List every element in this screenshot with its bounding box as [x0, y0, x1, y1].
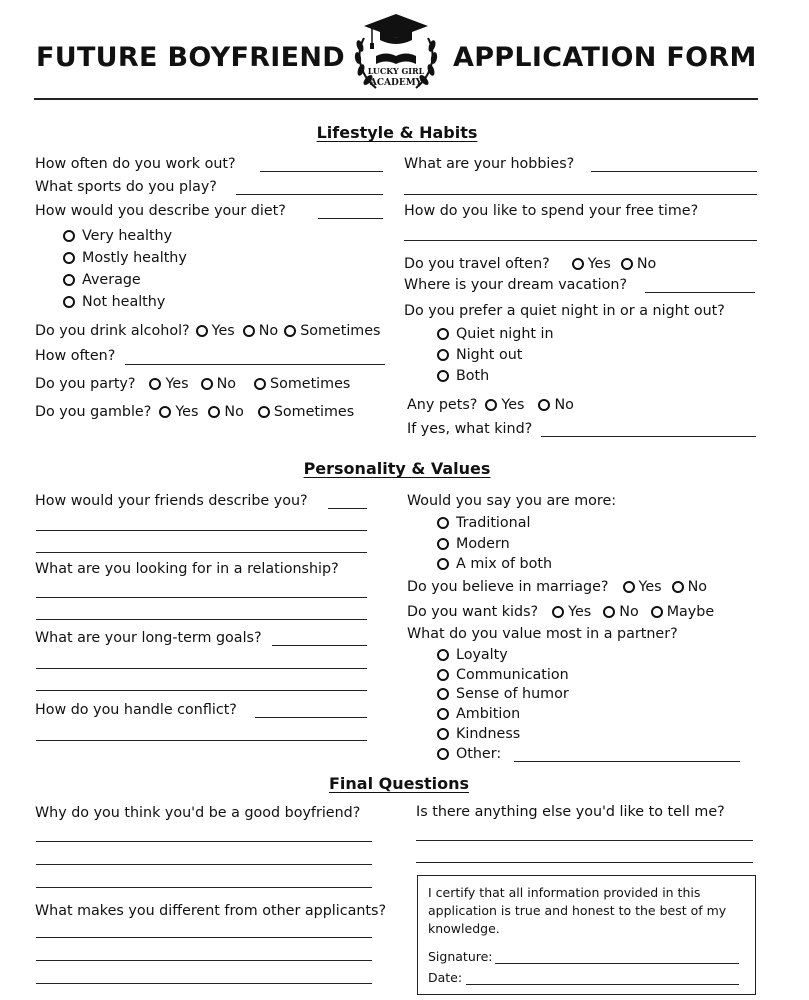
choice-label: No — [258, 323, 279, 339]
q-marriage: Do you believe in marriage? — [407, 579, 609, 595]
choice-label: Yes — [638, 579, 662, 595]
q-diet: How would you describe your diet? — [35, 203, 286, 219]
kids-no[interactable] — [603, 604, 638, 620]
q-pets: Any pets? — [407, 397, 478, 413]
q-conflict: How do you handle conflict? — [35, 702, 237, 718]
logo-text-top: LUCKY GIRL — [367, 66, 425, 76]
diet-option-label: Very healthy — [82, 228, 173, 244]
friends-input-2[interactable] — [36, 530, 367, 531]
q-kids-row — [407, 604, 714, 620]
q-anything-else: Is there anything else you'd like to tell me? — [416, 804, 725, 820]
gamble-no[interactable] — [208, 404, 243, 420]
radio-circle-icon[interactable] — [437, 688, 449, 700]
night-option[interactable] — [437, 347, 522, 363]
diet-option-label: Mostly healthy — [82, 250, 187, 266]
kids-maybe[interactable] — [651, 604, 714, 620]
q-looking-for: What are you looking for in a relationship? — [35, 561, 339, 577]
logo-text-bottom: ACADEMY — [369, 78, 423, 88]
night-option-label: Both — [456, 368, 490, 384]
diet-option[interactable] — [63, 294, 165, 310]
diet-option-label: Not healthy — [82, 294, 166, 310]
title-right: APPLICATION FORM — [453, 42, 757, 73]
more-option[interactable] — [437, 536, 510, 552]
q-value: What do you value most in a partner? — [407, 626, 678, 642]
pets-yes[interactable] — [485, 397, 524, 413]
radio-circle-icon[interactable] — [258, 406, 270, 418]
signature-input[interactable] — [495, 963, 739, 964]
q-free-time: How do you like to spend your free time? — [404, 203, 699, 219]
q-travel-row — [404, 256, 656, 272]
diet-option-label: Average — [82, 272, 141, 288]
friends-input[interactable] — [328, 508, 367, 509]
choice-label: No — [636, 256, 657, 272]
night-option[interactable] — [437, 326, 554, 342]
more-option[interactable] — [437, 515, 530, 531]
q-workout: How often do you work out? — [35, 156, 236, 172]
party-sometimes[interactable] — [254, 376, 350, 392]
radio-circle-icon[interactable] — [208, 406, 220, 418]
good-boyfriend-input-3[interactable] — [36, 887, 372, 888]
radio-circle-icon[interactable] — [437, 558, 449, 570]
choice-label: No — [554, 397, 574, 413]
kids-yes[interactable] — [552, 604, 591, 620]
radio-circle-icon[interactable] — [437, 748, 449, 760]
section-final: Final Questions — [328, 774, 470, 793]
value-option[interactable] — [437, 667, 569, 683]
goals-input-3[interactable] — [36, 690, 367, 691]
radio-circle-icon[interactable] — [159, 406, 171, 418]
q-gamble: Do you gamble? — [35, 404, 152, 420]
diet-input[interactable] — [318, 218, 383, 219]
choice-label: Sometimes — [270, 376, 351, 392]
radio-circle-icon[interactable] — [437, 349, 449, 361]
q-sports: What sports do you play? — [35, 179, 217, 195]
radio-circle-icon[interactable] — [149, 378, 161, 390]
q-marriage-row — [407, 579, 707, 595]
night-option-label: Night out — [456, 347, 523, 363]
good-boyfriend-input[interactable] — [36, 841, 372, 842]
radio-circle-icon[interactable] — [623, 581, 635, 593]
party-yes[interactable] — [149, 376, 188, 392]
radio-circle-icon[interactable] — [538, 399, 550, 411]
radio-circle-icon[interactable] — [63, 252, 75, 264]
value-option-label: Sense of humor — [456, 686, 569, 702]
header-divider — [34, 98, 758, 100]
q-friends-describe: How would your friends describe you? — [35, 493, 308, 509]
alcohol-no[interactable] — [243, 323, 278, 339]
radio-circle-icon[interactable] — [437, 649, 449, 661]
q-gamble-row — [35, 404, 354, 420]
value-option[interactable] — [437, 647, 508, 663]
radio-circle-icon[interactable] — [284, 325, 296, 337]
choice-label: Sometimes — [273, 404, 355, 420]
travel-no[interactable] — [621, 256, 656, 272]
party-no[interactable] — [201, 376, 236, 392]
gamble-sometimes[interactable] — [258, 404, 354, 420]
q-alcohol-row — [35, 323, 380, 339]
value-option[interactable] — [437, 706, 520, 722]
dream-vacation-input[interactable] — [645, 292, 755, 293]
radio-circle-icon[interactable] — [485, 399, 497, 411]
open-book-icon — [376, 54, 416, 65]
free-time-input[interactable] — [404, 240, 757, 241]
radio-circle-icon[interactable] — [243, 325, 255, 337]
q-hobbies: What are your hobbies? — [404, 156, 575, 172]
value-option[interactable] — [437, 686, 569, 702]
alcohol-sometimes[interactable] — [284, 323, 380, 339]
value-option-label: Kindness — [456, 726, 521, 742]
choice-label: No — [224, 404, 244, 420]
radio-circle-icon[interactable] — [621, 258, 633, 270]
hobbies-input[interactable] — [591, 171, 757, 172]
more-option-label: Modern — [456, 536, 510, 552]
more-option[interactable] — [437, 556, 552, 572]
choice-label: Yes — [175, 404, 199, 420]
workout-input[interactable] — [260, 171, 383, 172]
night-option[interactable] — [437, 368, 489, 384]
value-option[interactable] — [437, 726, 520, 742]
title-left: FUTURE BOYFRIEND — [36, 42, 345, 73]
hobbies-input-2[interactable] — [404, 194, 757, 195]
diet-option[interactable] — [63, 250, 187, 266]
date-input[interactable] — [466, 984, 739, 985]
more-option-label: A mix of both — [456, 556, 553, 572]
radio-circle-icon[interactable] — [651, 606, 663, 618]
different-input-3[interactable] — [36, 983, 372, 984]
conflict-input[interactable] — [255, 717, 367, 718]
radio-circle-icon[interactable] — [437, 669, 449, 681]
value-option-label: Other: — [456, 746, 502, 762]
radio-circle-icon[interactable] — [672, 581, 684, 593]
choice-label: Yes — [587, 256, 611, 272]
q-goals: What are your long-term goals? — [35, 630, 262, 646]
radio-circle-icon[interactable] — [603, 606, 615, 618]
radio-circle-icon[interactable] — [63, 274, 75, 286]
radio-circle-icon[interactable] — [552, 606, 564, 618]
choice-label: Sometimes — [300, 323, 381, 339]
q-party-row — [35, 376, 350, 392]
diet-option[interactable] — [63, 228, 172, 244]
certification-box — [417, 875, 756, 995]
radio-circle-icon[interactable] — [437, 370, 449, 382]
marriage-no[interactable] — [672, 579, 707, 595]
pets-no[interactable] — [538, 397, 573, 413]
different-input-2[interactable] — [36, 960, 372, 961]
section-lifestyle: Lifestyle & Habits — [316, 123, 478, 142]
radio-circle-icon[interactable] — [437, 708, 449, 720]
marriage-yes[interactable] — [623, 579, 662, 595]
q-kids: Do you want kids? — [407, 604, 539, 620]
alcohol-yes[interactable] — [196, 323, 235, 339]
value-option-label: Communication — [456, 667, 569, 683]
q-party: Do you party? — [35, 376, 136, 392]
choice-label: No — [687, 579, 708, 595]
conflict-input-2[interactable] — [36, 740, 367, 741]
more-option-label: Traditional — [456, 515, 531, 531]
looking-for-input[interactable] — [36, 597, 367, 598]
choice-label: Yes — [501, 397, 525, 413]
q-good-boyfriend: Why do you think you'd be a good boyfriend? — [35, 805, 361, 821]
q-travel: Do you travel often? — [404, 256, 550, 272]
q-pets-kind: If yes, what kind? — [407, 421, 533, 437]
radio-circle-icon[interactable] — [437, 517, 449, 529]
choice-label: Yes — [211, 323, 235, 339]
radio-circle-icon[interactable] — [437, 328, 449, 340]
q-night-pref: Do you prefer a quiet night in or a night out? — [404, 303, 725, 319]
diet-option[interactable] — [63, 272, 141, 288]
radio-circle-icon[interactable] — [196, 325, 208, 337]
choice-label: No — [619, 604, 639, 620]
radio-circle-icon[interactable] — [254, 378, 266, 390]
q-pets-row — [407, 397, 574, 413]
q-dream-vacation: Where is your dream vacation? — [404, 277, 628, 293]
certify-text: I certify that all information provided in this application is true and honest to the best of my knowledge. — [428, 885, 727, 936]
logo-text — [346, 65, 446, 89]
section-personality: Personality & Values — [303, 459, 491, 478]
value-option[interactable] — [437, 746, 501, 762]
friends-input-3[interactable] — [36, 552, 367, 553]
goals-input[interactable] — [272, 645, 367, 646]
radio-circle-icon[interactable] — [201, 378, 213, 390]
radio-circle-icon[interactable] — [63, 230, 75, 242]
choice-label: Yes — [165, 376, 189, 392]
choice-label: No — [216, 376, 237, 392]
pets-kind-input[interactable] — [541, 436, 756, 437]
goals-input-2[interactable] — [36, 668, 367, 669]
q-alcohol: Do you drink alcohol? — [35, 323, 190, 339]
q-how-often: How often? — [35, 348, 116, 364]
different-input[interactable] — [36, 937, 372, 938]
q-more: Would you say you are more: — [407, 493, 617, 509]
choice-label: Yes — [568, 604, 592, 620]
choice-label: Maybe — [666, 604, 715, 620]
value-option-label: Ambition — [456, 706, 521, 722]
value-other-input[interactable] — [514, 761, 740, 762]
anything-else-input[interactable] — [416, 840, 753, 841]
travel-yes[interactable] — [572, 256, 611, 272]
radio-circle-icon[interactable] — [572, 258, 584, 270]
q-different: What makes you different from other applicants? — [35, 903, 387, 919]
value-option-label: Loyalty — [456, 647, 508, 663]
radio-circle-icon[interactable] — [63, 296, 75, 308]
how-often-input[interactable] — [125, 364, 385, 365]
radio-circle-icon[interactable] — [437, 538, 449, 550]
good-boyfriend-input-2[interactable] — [36, 864, 372, 865]
radio-circle-icon[interactable] — [437, 728, 449, 740]
sports-input[interactable] — [236, 194, 383, 195]
signature-label: Signature: — [428, 949, 493, 964]
anything-else-input-2[interactable] — [416, 862, 753, 863]
gamble-yes[interactable] — [159, 404, 198, 420]
night-option-label: Quiet night in — [456, 326, 554, 342]
date-label: Date: — [428, 970, 463, 985]
looking-for-input-2[interactable] — [36, 619, 367, 620]
